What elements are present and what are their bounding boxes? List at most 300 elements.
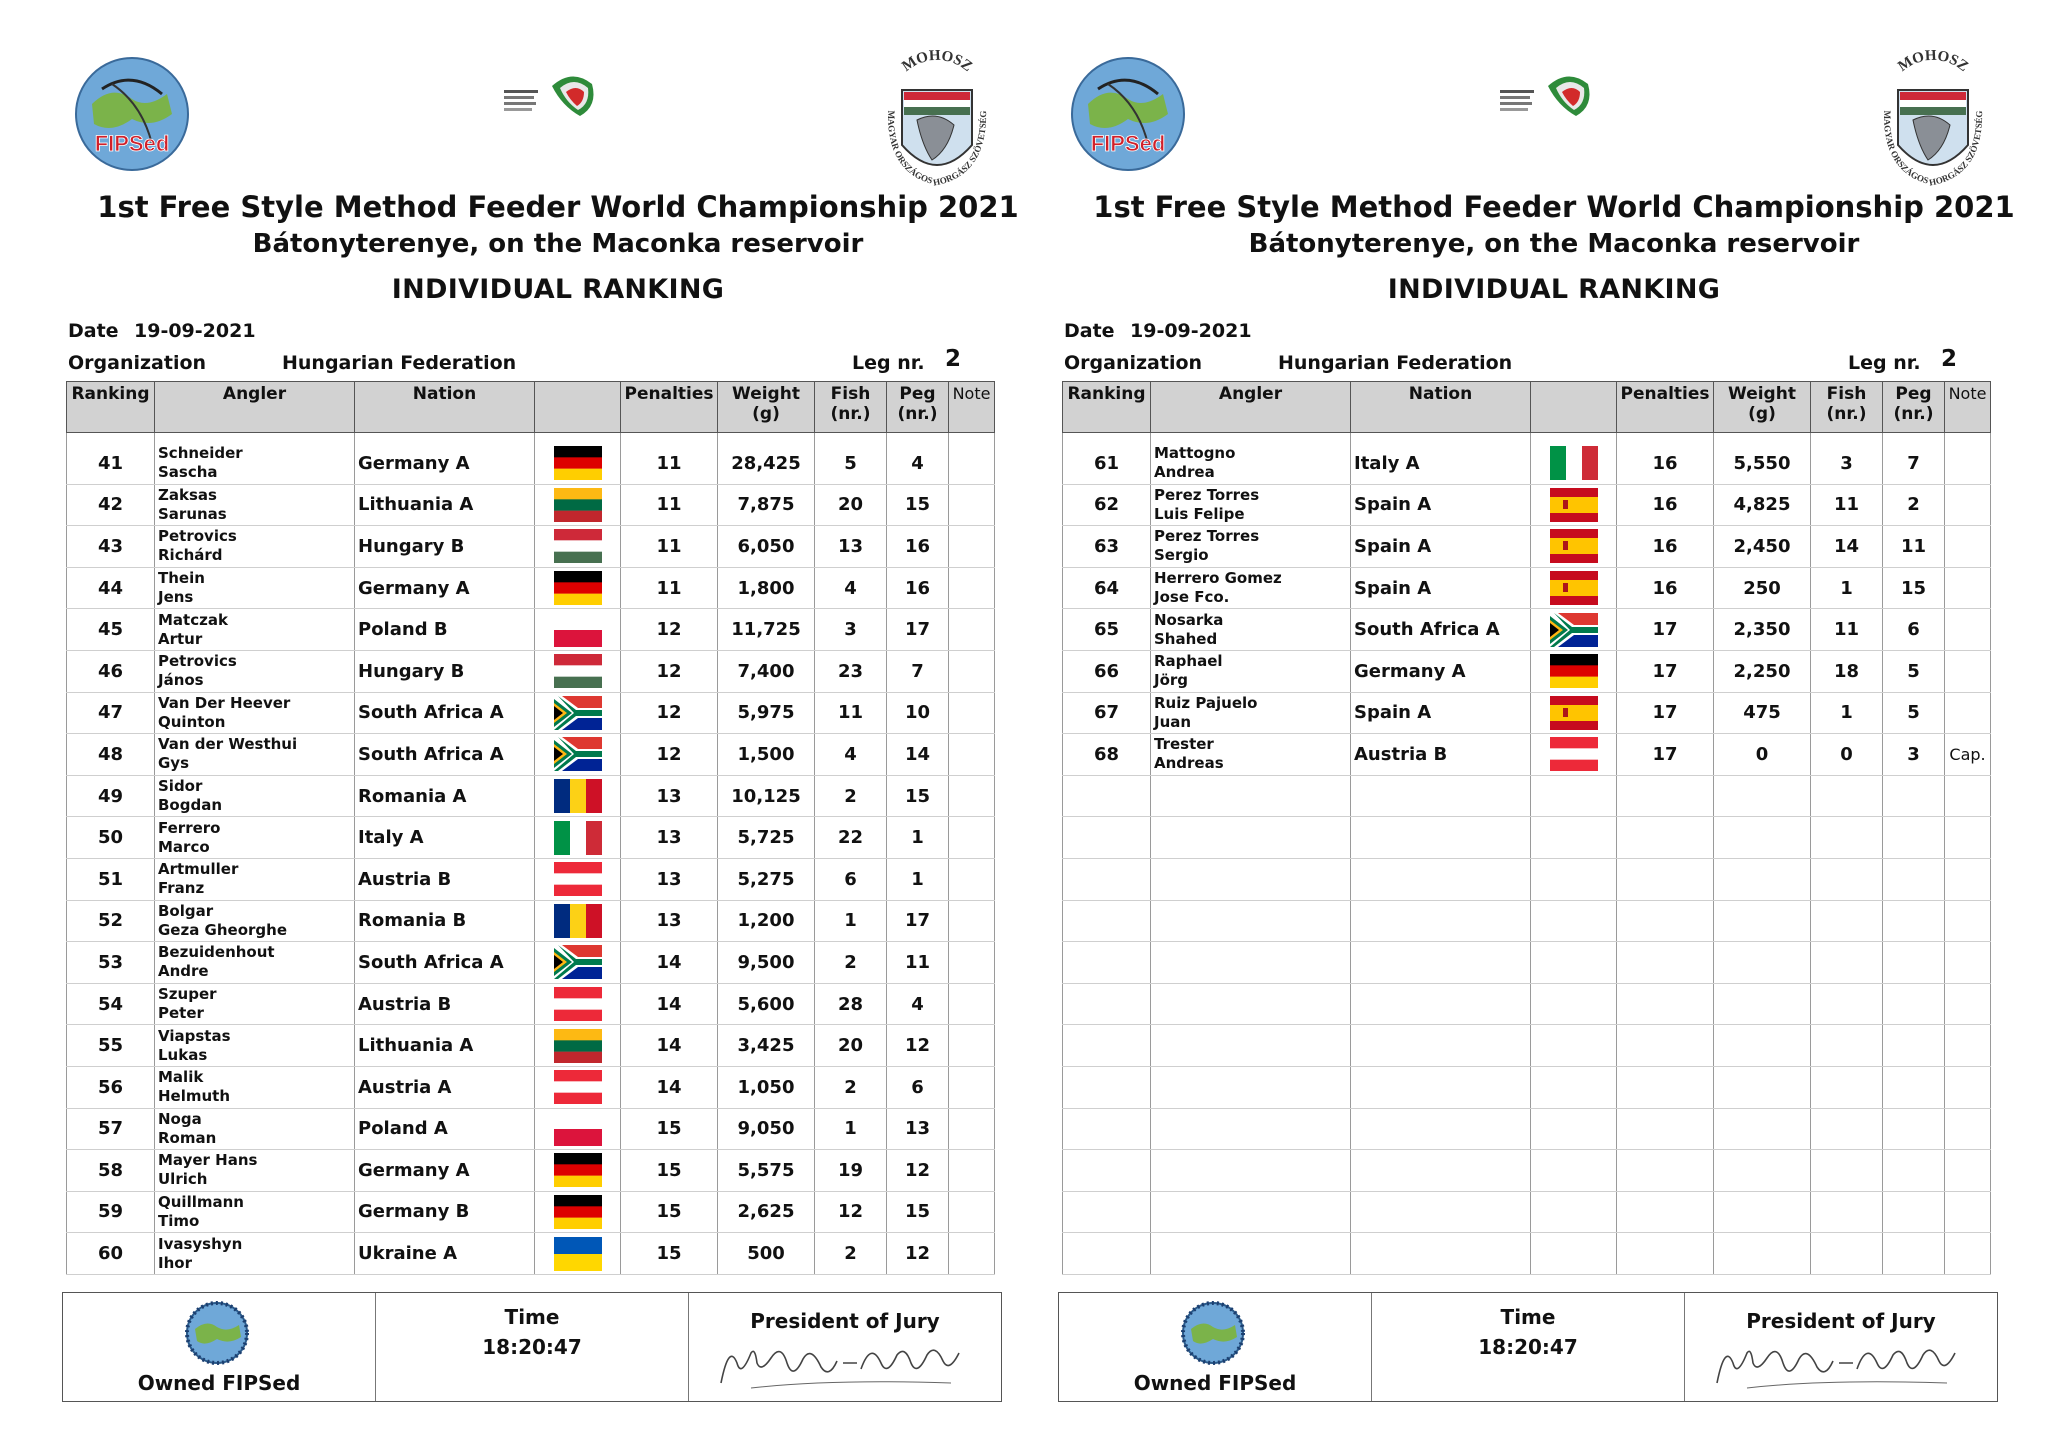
cell-ranking: 58	[67, 1150, 155, 1192]
cell-ranking: 47	[67, 692, 155, 734]
cell-note	[949, 775, 995, 817]
cell-angler	[155, 443, 355, 484]
cell-nation	[1351, 1108, 1531, 1150]
cell-peg: 12	[887, 1025, 949, 1067]
angler-surname: Artmuller	[158, 860, 239, 879]
cell-nation	[1351, 1025, 1531, 1067]
cell-nation: Hungary B	[355, 526, 535, 568]
cell-angler	[1151, 1150, 1351, 1192]
cell-ranking: 64	[1063, 567, 1151, 609]
cell-weight: 500	[718, 1233, 815, 1275]
cell-ranking: 68	[1063, 734, 1151, 776]
flag-lt-icon	[554, 1029, 602, 1063]
cell-penalties: 17	[1617, 650, 1714, 692]
cell-fish: 0	[1811, 734, 1883, 776]
cell-weight	[1714, 942, 1811, 984]
table-row	[67, 443, 995, 484]
cell-nation: Germany A	[355, 567, 535, 609]
venue-subtitle: Bátonyterenye, on the Maconka reservoir	[252, 229, 864, 259]
cell-fish: 12	[815, 1191, 887, 1233]
cell-weight: 7,875	[718, 484, 815, 526]
time-label: Time	[1500, 1305, 1556, 1329]
cell-note: Cap.	[1945, 734, 1991, 776]
cell-penalties	[1617, 858, 1714, 900]
cell-note	[949, 900, 995, 942]
flag-za-icon	[554, 945, 602, 979]
angler-firstname: Marco	[158, 837, 210, 856]
angler-firstname: Ihor	[158, 1253, 192, 1272]
table-row	[67, 609, 995, 651]
cell-ranking	[1063, 1191, 1151, 1233]
cell-peg: 12	[887, 1233, 949, 1275]
cell-peg: 15	[1883, 567, 1945, 609]
cell-ranking	[1063, 775, 1151, 817]
flag-at-icon	[554, 987, 602, 1021]
col-fish	[815, 382, 887, 433]
cell-weight	[1714, 775, 1811, 817]
cell-angler	[155, 650, 355, 692]
cell-fish	[1811, 775, 1883, 817]
cell-ranking: 43	[67, 526, 155, 568]
cell-angler	[155, 1066, 355, 1108]
cell-note	[949, 1150, 995, 1192]
flag-at-icon	[554, 862, 602, 896]
leg-number: 2	[1941, 346, 1958, 372]
table-row	[1063, 1233, 1991, 1275]
col-weight	[718, 382, 815, 433]
flag-pl-icon	[554, 1112, 602, 1146]
footer-president-cell	[689, 1293, 1001, 1401]
cell-ranking	[1063, 858, 1151, 900]
cell-penalties: 11	[621, 443, 718, 484]
organization-value: Hungarian Federation	[1278, 352, 1513, 374]
cell-flag	[1531, 1108, 1617, 1150]
cell-flag	[1531, 609, 1617, 651]
angler-surname: Viapstas	[158, 1026, 231, 1045]
cell-flag	[535, 1150, 621, 1192]
cell-nation: Austria B	[1351, 734, 1531, 776]
col-fish	[1811, 382, 1883, 433]
table-row	[1063, 692, 1991, 734]
cell-nation	[1351, 858, 1531, 900]
cell-flag	[535, 858, 621, 900]
col-weight-line1: Weight	[732, 384, 800, 404]
cell-angler	[155, 1150, 355, 1192]
cell-note	[1945, 1233, 1991, 1275]
cell-penalties: 14	[621, 942, 718, 984]
flag-hu-icon	[554, 654, 602, 688]
cell-flag	[535, 942, 621, 984]
cell-nation	[1351, 775, 1531, 817]
angler-firstname: Andre	[158, 962, 209, 981]
angler-firstname: Quinton	[158, 712, 226, 731]
ranking-table	[66, 381, 995, 1275]
cell-weight: 250	[1714, 567, 1811, 609]
cell-note	[949, 609, 995, 651]
cell-angler	[155, 942, 355, 984]
cell-note	[949, 692, 995, 734]
cell-penalties: 13	[621, 858, 718, 900]
table-row	[67, 1233, 995, 1275]
svg-text:MAGYAR ORSZÁGOS HORGÁSZ SZÖVET: MAGYAR ORSZÁGOS HORGÁSZ SZÖVETSÉG	[885, 110, 989, 188]
cell-penalties	[1617, 1066, 1714, 1108]
cell-flag	[1531, 1025, 1617, 1067]
cell-angler	[1151, 734, 1351, 776]
flag-es-icon	[1550, 529, 1598, 563]
cell-ranking: 66	[1063, 650, 1151, 692]
angler-surname: Malik	[158, 1068, 204, 1087]
organization-label: Organization	[68, 352, 207, 374]
cell-nation: Spain A	[1351, 692, 1531, 734]
cell-weight: 2,625	[718, 1191, 815, 1233]
cell-penalties	[1617, 942, 1714, 984]
cell-weight: 6,050	[718, 526, 815, 568]
cell-weight	[1714, 817, 1811, 859]
table-row	[67, 983, 995, 1025]
cell-penalties	[1617, 775, 1714, 817]
table-row	[1063, 526, 1991, 568]
cell-weight	[1714, 858, 1811, 900]
cell-peg: 16	[887, 526, 949, 568]
cell-penalties	[1617, 1233, 1714, 1275]
col-weight-line1: Weight	[1728, 384, 1796, 404]
cell-angler	[1151, 526, 1351, 568]
president-of-jury-label: President of Jury	[750, 1309, 940, 1333]
svg-text:MAGYAR ORSZÁGOS HORGÁSZ SZÖVET: MAGYAR ORSZÁGOS HORGÁSZ SZÖVETSÉG	[1881, 110, 1985, 188]
cell-fish	[1811, 983, 1883, 1025]
cell-ranking: 59	[67, 1191, 155, 1233]
cell-penalties	[1617, 1025, 1714, 1067]
cell-peg: 4	[887, 443, 949, 484]
cell-flag	[1531, 775, 1617, 817]
cell-angler	[1151, 900, 1351, 942]
cell-note	[1945, 817, 1991, 859]
cell-penalties: 12	[621, 609, 718, 651]
cell-peg	[1883, 858, 1945, 900]
cell-nation: South Africa A	[1351, 609, 1531, 651]
cell-nation: Romania B	[355, 900, 535, 942]
cell-weight: 28,425	[718, 443, 815, 484]
flag-es-icon	[1550, 696, 1598, 730]
cell-peg: 15	[887, 775, 949, 817]
cell-peg: 7	[1883, 443, 1945, 484]
cell-peg	[1883, 1191, 1945, 1233]
cell-flag	[535, 443, 621, 484]
cell-weight: 9,050	[718, 1108, 815, 1150]
cell-penalties: 12	[621, 650, 718, 692]
cell-ranking: 54	[67, 983, 155, 1025]
table-header-row	[1063, 382, 1991, 433]
angler-firstname: Ulrich	[158, 1170, 208, 1189]
cell-flag	[535, 1233, 621, 1275]
angler-firstname: Lukas	[158, 1045, 208, 1064]
cell-flag	[535, 817, 621, 859]
angler-surname: Thein	[158, 569, 205, 588]
cell-penalties: 13	[621, 900, 718, 942]
cell-fish: 18	[1811, 650, 1883, 692]
col-fish-line1: Fish	[830, 384, 871, 404]
cell-note	[1945, 1150, 1991, 1192]
leg-number: 2	[945, 346, 962, 372]
cell-weight	[1714, 1150, 1811, 1192]
cell-angler	[1151, 650, 1351, 692]
venue-subtitle: Bátonyterenye, on the Maconka reservoir	[1248, 229, 1860, 259]
cell-flag	[1531, 900, 1617, 942]
cell-fish: 1	[1811, 692, 1883, 734]
cell-peg: 13	[887, 1108, 949, 1150]
svg-text:FIPSed: FIPSed	[94, 131, 170, 156]
cell-note	[949, 817, 995, 859]
cell-note	[1945, 858, 1991, 900]
cell-fish: 19	[815, 1150, 887, 1192]
cell-flag	[1531, 650, 1617, 692]
col-angler: Angler	[1151, 382, 1351, 433]
flag-za-icon	[554, 737, 602, 771]
table-row	[1063, 484, 1991, 526]
angler-surname: Petrovics	[158, 527, 237, 546]
fipsed-globe-logo	[1068, 54, 1188, 174]
cell-weight	[1714, 1233, 1811, 1275]
cell-weight: 475	[1714, 692, 1811, 734]
angler-firstname: Shahed	[1154, 629, 1218, 648]
cell-ranking: 55	[67, 1025, 155, 1067]
cell-nation: Germany B	[355, 1191, 535, 1233]
footer-time-cell	[1372, 1293, 1685, 1401]
cell-weight	[1714, 983, 1811, 1025]
angler-surname: Noga	[158, 1109, 202, 1128]
cell-note	[1945, 1108, 1991, 1150]
cell-flag	[535, 1066, 621, 1108]
cell-peg	[1883, 775, 1945, 817]
cell-note	[1945, 526, 1991, 568]
col-peg-line2: (nr.)	[897, 404, 938, 424]
cell-fish	[1811, 1066, 1883, 1108]
cell-angler	[155, 1191, 355, 1233]
cell-fish: 1	[815, 900, 887, 942]
cell-fish: 2	[815, 942, 887, 984]
footer-owned-cell	[1059, 1293, 1372, 1401]
angler-firstname: Geza Gheorghe	[158, 920, 288, 939]
col-note: Note	[1945, 382, 1991, 433]
organization-label: Organization	[1064, 352, 1203, 374]
table-row	[1063, 1108, 1991, 1150]
col-fish-line2: (nr.)	[1826, 404, 1867, 424]
date-value: 19-09-2021	[1130, 320, 1252, 342]
leg-label: Leg nr.	[1848, 352, 1921, 374]
col-penalties: Penalties	[621, 382, 718, 433]
cell-flag	[1531, 1233, 1617, 1275]
cell-fish: 2	[815, 1066, 887, 1108]
cell-flag	[1531, 1191, 1617, 1233]
cell-nation	[1351, 983, 1531, 1025]
cell-nation: Austria B	[355, 858, 535, 900]
jury-signature	[1707, 1333, 1967, 1393]
cell-note	[949, 443, 995, 484]
cell-nation: South Africa A	[355, 692, 535, 734]
cell-peg: 11	[887, 942, 949, 984]
cell-nation: Poland B	[355, 609, 535, 651]
cell-flag	[535, 983, 621, 1025]
cell-fish: 11	[1811, 484, 1883, 526]
cell-note	[1945, 942, 1991, 984]
svg-text:FIPSed: FIPSed	[1090, 131, 1166, 156]
table-row	[67, 567, 995, 609]
table-row	[67, 817, 995, 859]
col-penalties: Penalties	[1617, 382, 1714, 433]
time-value: 18:20:47	[482, 1335, 582, 1359]
footer-box	[1058, 1292, 1998, 1402]
cell-nation: Spain A	[1351, 526, 1531, 568]
cell-penalties: 14	[621, 1025, 718, 1067]
cell-peg	[1883, 1108, 1945, 1150]
angler-surname: Mayer Hans	[158, 1151, 258, 1170]
cell-note	[949, 526, 995, 568]
cell-penalties: 17	[1617, 609, 1714, 651]
cell-note	[1945, 650, 1991, 692]
cell-penalties	[1617, 1191, 1714, 1233]
table-row	[67, 1191, 995, 1233]
cell-flag	[535, 609, 621, 651]
cell-ranking	[1063, 983, 1151, 1025]
cell-flag	[1531, 443, 1617, 484]
cell-peg: 15	[887, 484, 949, 526]
president-of-jury-label: President of Jury	[1746, 1309, 1936, 1333]
angler-firstname: Timo	[158, 1211, 200, 1230]
cell-note	[1945, 1066, 1991, 1108]
cell-note	[949, 983, 995, 1025]
angler-firstname: Artur	[158, 629, 203, 648]
cell-nation	[1351, 1066, 1531, 1108]
svg-text:MOHOSZ: MOHOSZ	[1895, 50, 1972, 76]
cell-angler	[155, 484, 355, 526]
cell-nation: South Africa A	[355, 942, 535, 984]
angler-surname: Zaksas	[158, 485, 217, 504]
col-weight-line2: (g)	[752, 404, 780, 424]
cell-note	[949, 1108, 995, 1150]
table-row	[1063, 650, 1991, 692]
flag-it-icon	[1550, 446, 1598, 480]
championship-title: 1st Free Style Method Feeder World Championship 2021	[97, 190, 1019, 224]
cell-peg: 1	[887, 817, 949, 859]
angler-firstname: Richárd	[158, 546, 223, 565]
leg-label: Leg nr.	[852, 352, 925, 374]
table-row	[67, 484, 995, 526]
flag-at-icon	[1550, 737, 1598, 771]
cell-weight: 0	[1714, 734, 1811, 776]
cell-note	[1945, 692, 1991, 734]
col-weight-line2: (g)	[1748, 404, 1776, 424]
cell-fish: 6	[815, 858, 887, 900]
cell-ranking: 65	[1063, 609, 1151, 651]
cell-penalties: 11	[621, 484, 718, 526]
cell-ranking: 62	[1063, 484, 1151, 526]
cell-nation: Italy A	[1351, 443, 1531, 484]
cell-fish	[1811, 900, 1883, 942]
organization-value: Hungarian Federation	[282, 352, 517, 374]
flag-za-icon	[1550, 613, 1598, 647]
angler-firstname: János	[158, 671, 204, 690]
cell-penalties	[1617, 1150, 1714, 1192]
cell-weight: 2,450	[1714, 526, 1811, 568]
fipsed-globe-logo	[72, 54, 192, 174]
cell-fish	[1811, 942, 1883, 984]
cell-angler	[1151, 983, 1351, 1025]
cell-angler	[1151, 1191, 1351, 1233]
cell-nation: Spain A	[1351, 484, 1531, 526]
cell-fish: 23	[815, 650, 887, 692]
cell-weight: 9,500	[718, 942, 815, 984]
cell-weight: 5,275	[718, 858, 815, 900]
cell-weight	[1714, 1191, 1811, 1233]
cell-penalties: 16	[1617, 484, 1714, 526]
cell-weight: 7,400	[718, 650, 815, 692]
cell-nation	[1351, 900, 1531, 942]
cell-angler	[155, 983, 355, 1025]
table-row	[67, 858, 995, 900]
angler-surname: Bezuidenhout	[158, 943, 275, 962]
cell-ranking	[1063, 1108, 1151, 1150]
cell-weight: 5,725	[718, 817, 815, 859]
cell-peg: 17	[887, 609, 949, 651]
cell-weight: 10,125	[718, 775, 815, 817]
cell-angler	[155, 1025, 355, 1067]
col-peg-line1: Peg	[899, 384, 936, 404]
cell-angler	[155, 817, 355, 859]
cell-note	[1945, 1025, 1991, 1067]
cell-penalties: 17	[1617, 692, 1714, 734]
col-nation: Nation	[355, 382, 535, 433]
cell-penalties: 12	[621, 734, 718, 776]
cell-note	[1945, 775, 1991, 817]
cell-peg: 12	[887, 1150, 949, 1192]
cell-angler	[1151, 609, 1351, 651]
table-row	[67, 526, 995, 568]
cell-note	[1945, 900, 1991, 942]
cell-ranking: 53	[67, 942, 155, 984]
cell-fish: 13	[815, 526, 887, 568]
angler-surname: Schneider	[158, 444, 243, 463]
cell-fish	[1811, 1233, 1883, 1275]
cell-flag	[1531, 817, 1617, 859]
championship-mini-logo	[1498, 66, 1598, 126]
cell-angler	[1151, 858, 1351, 900]
cell-peg: 7	[887, 650, 949, 692]
col-peg-line1: Peg	[1895, 384, 1932, 404]
cell-penalties: 11	[621, 567, 718, 609]
cell-penalties	[1617, 900, 1714, 942]
table-header-row	[67, 382, 995, 433]
cell-note	[949, 484, 995, 526]
cell-weight: 1,050	[718, 1066, 815, 1108]
cell-ranking: 45	[67, 609, 155, 651]
cell-flag	[535, 900, 621, 942]
col-ranking: Ranking	[1063, 382, 1151, 433]
angler-firstname: Helmuth	[158, 1087, 231, 1106]
cell-fish: 3	[815, 609, 887, 651]
cell-angler	[1151, 1066, 1351, 1108]
cell-fish: 22	[815, 817, 887, 859]
cell-fish: 20	[815, 484, 887, 526]
cell-ranking: 46	[67, 650, 155, 692]
cell-angler	[155, 1233, 355, 1275]
cell-fish: 28	[815, 983, 887, 1025]
angler-surname: Van Der Heever	[158, 693, 291, 712]
angler-firstname: Jörg	[1154, 671, 1189, 690]
angler-firstname: Sascha	[158, 463, 218, 482]
cell-weight: 2,250	[1714, 650, 1811, 692]
cell-angler	[155, 900, 355, 942]
cell-nation: Germany A	[1351, 650, 1531, 692]
